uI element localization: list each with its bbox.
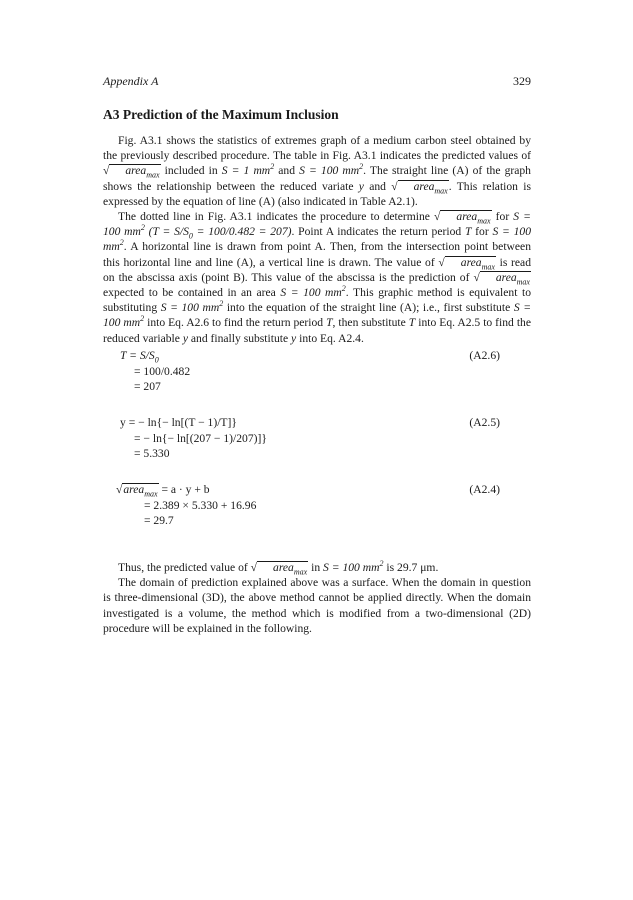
equation-a2-6 bbox=[103, 348, 531, 395]
closing-text bbox=[103, 560, 531, 636]
body-text bbox=[103, 133, 531, 346]
eq-a2-6-line1: $T = S/S_0$ bbox=[120, 349, 159, 365]
section-title: A3 Prediction of the Maximum Inclusion bbox=[103, 107, 339, 122]
eq-number: (A2.6) bbox=[469, 349, 500, 362]
paragraph-2: The dotted line in Fig. A3.1 indicates the procedure to determine √ area$_{max}$ for S = 100 $mm^2$ $(T = S/S_0 = 100/0.482 = 207)$. Point A indicates the return period T for S = 100 $mm^2$. A horizontal line is drawn from point A. Then, from the intersection point between this horizontal line and line (A), a vertical line is drawn. The value of √ area$_{max}$ is read on the abscissa axis (point B). This value of the abscissa is the prediction of √ area$_{max}$ expected to be contained in an area S = 100 $mm^2$. This graphic method is equivalent to substituting S = 100 $mm^2$ into the equation of the straight line (A); i.e., first substitute S = 100 $mm^2$ into Eq. A2.6 to find the return period T, then substitute T into Eq. A2.5 to find the reduced variable y and finally substitute y into Eq. A2.4. bbox=[103, 210, 532, 345]
eq-a2-5-line2: = − ln{− ln[(207 − 1)/207)]} bbox=[134, 431, 267, 445]
equation-a2-4 bbox=[103, 482, 531, 529]
paragraph-3: Thus, the predicted value of √ area$_{max}$ in S = 100 $mm^2$ is 29.7 μm. bbox=[118, 559, 439, 577]
running-header bbox=[103, 74, 531, 90]
running-title: Appendix A bbox=[103, 74, 159, 88]
eq-a2-5-line3: = 5.330 bbox=[134, 447, 170, 460]
eq-number: (A2.5) bbox=[469, 416, 500, 429]
eq-a2-6-line3: = 207 bbox=[134, 380, 161, 393]
sqrt-area-max: √ area$_{max}$ bbox=[103, 164, 160, 180]
eq-a2-4-line3: = 29.7 bbox=[144, 514, 174, 527]
eq-a2-6-line2: = 100/0.482 bbox=[134, 364, 191, 378]
eq-a2-4-line2: = 2.389 × 5.330 + 16.96 bbox=[144, 498, 257, 512]
page-number: 329 bbox=[513, 74, 531, 88]
paragraph-1: Fig. A3.1 shows the statistics of extremes graph of a medium carbon steel obtained by the previously described procedure. The table in Fig. A3.1 indicates the predicted values of √ area$_{max}$ included in S = 1 $mm^2$ and S = 100 $mm^2$. The straight line (A) of the graph shows the relationship between the reduced variate y and √ area$_{max}$. This relation is expressed by the equation of line (A) (also indicated in Table A2.1). bbox=[103, 134, 531, 208]
eq-a2-4-line1: √area$_{max}$ = a · y + b bbox=[116, 483, 210, 499]
equation-a2-5 bbox=[103, 415, 531, 462]
paragraph-4: The domain of prediction explained above was a surface. When the domain in question is three-dimensional (3D), the above method cannot be applied directly. When the domain investigated is a volume, the method which is modified from a two-dimensional (2D) procedure will be explained in the following. bbox=[103, 576, 531, 635]
eq-a2-5-line1: y = − ln{− ln[(T − 1)/T]} bbox=[120, 416, 237, 429]
eq-number: (A2.4) bbox=[469, 483, 500, 496]
